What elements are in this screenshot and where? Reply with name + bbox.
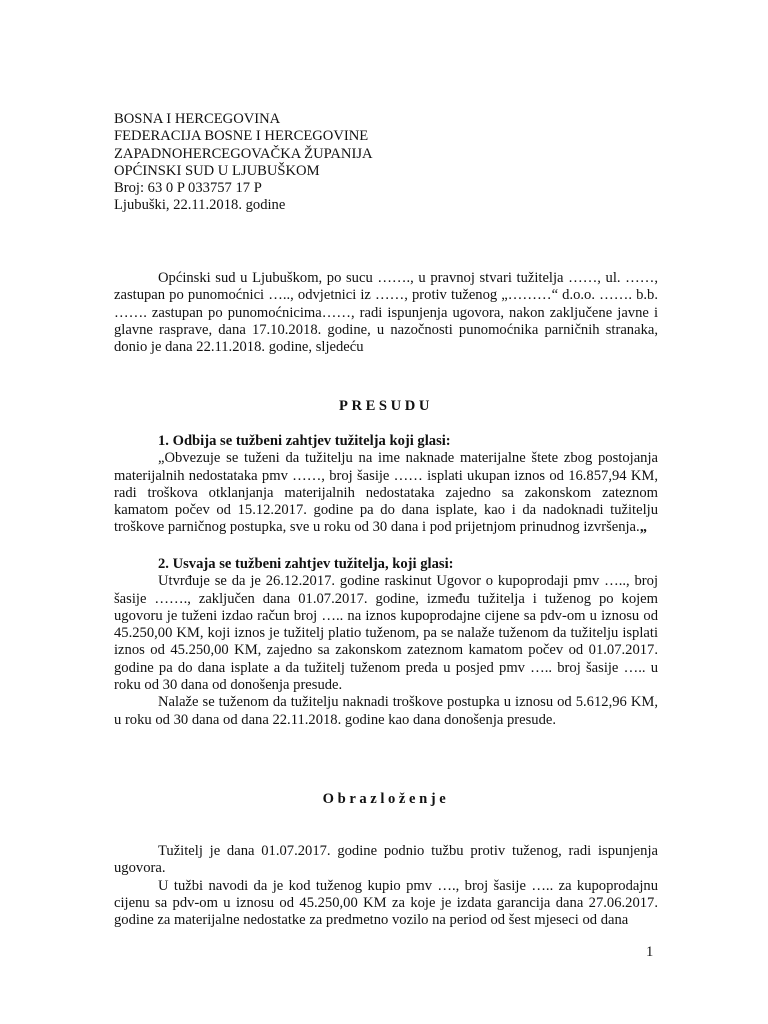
verdict-item-1 (114, 433, 658, 537)
reasoning-paragraph-2: U tužbi navodi da je kod tuženog kupio pmv …., broj šasije ….. za kupoprodajnu cijenu sa pdv-om u iznosu od 45.250,00 KM za koje je izdata garancija dana 27.06.2017. godine za materijalne nedostatke za predmetno vozilo na period od šest mjeseci od dana (114, 877, 658, 929)
intro-paragraph: Općinski sud u Ljubuškom, po sucu ……., u pravnoj stvari tužitelja ……, ul. ……, zastupan po punomoćnici ….., odvjetnici iz ……, protiv tuženog „………“ d.o.o. ……. b.b. ……. zastupan po punomoćnicima……, radi ispunjenja ugovora, nakon zaključene javne i glavne rasprave, dana 17.10.2018. godine, u nazočnosti punomoćnika parničnih stranaka, donio je dana 22.11.2018. godine, sljedeću (114, 270, 658, 356)
verdict-title: PRESUDU (338, 398, 434, 414)
header-line-canton: ZAPADNOHERCEGOVAČKA ŽUPANIJA (114, 145, 373, 162)
court-header (114, 111, 373, 215)
item-1-text (114, 450, 658, 536)
header-line-country: BOSNA I HERCEGOVINA (114, 111, 281, 127)
intro-paragraph-block (114, 270, 658, 356)
item-2-text: Utvrđuje se da je 26.12.2017. godine raskinut Ugovor o kupoprodaji pmv ….., broj šasije ……., zaključen dana 01.07.2017. godine, između tužitelja i tuženog po kojem ugovoru je tuženi izdao račun broj ….. na iznos kupoprodajne cijene sa pdv-om u iznosu od 45.250,00 KM, koji iznos je tužitelj platio tuženom, pa se nalaže tuženom da tužitelju isplati iznos od 45.250,00 KM, zajedno sa zakonskom zateznom kamatom počev od 01.07.2017. godine pa do dana isplate a da tužitelj tuženom preda u posjed pmv ….. broj šasije ….. u roku od 30 dana od donošenja presude. (114, 573, 658, 694)
page-number: 1 (646, 944, 654, 960)
case-number: Broj: 63 0 P 033757 17 P (114, 180, 262, 197)
verdict-item-2 (114, 556, 658, 729)
reasoning-block (114, 843, 658, 929)
reasoning-paragraph-1: Tužitelj je dana 01.07.2017. godine podnio tužbu protiv tuženog, radi ispunjenja ugovora. (114, 843, 658, 877)
item-1-quote-end: „ (639, 519, 647, 536)
header-line-court: OPĆINSKI SUD U LJUBUŠKOM (114, 162, 320, 179)
item-1-quote: „Obvezuje se tuženi da tužitelju na ime naknade materijalne štete zbog postojanja materijalnih nedostataka pmv ……, broj šasije …… isplati ukupan iznos od 16.857,94 KM, radi troškova otklanjanja materijalnih nedostataka zajedno sa zakonskom zateznom kamatom počev od 15.12.2017. godine pa do dana isplate, kao i da nadoknadi tužitelju troškove parničnog postupka, sve u roku od 30 dana i pod prijetnjom prinudnog izvršenja. (114, 450, 658, 536)
reasoning-title: Obrazloženje (322, 791, 450, 807)
document-date: Ljubuški, 22.11.2018. godine (114, 197, 286, 214)
item-2-heading: 2. Usvaja se tužbeni zahtjev tužitelja, koji glasi: (158, 556, 454, 572)
item-1-heading: 1. Odbija se tužbeni zahtjev tužitelja koji glasi: (158, 433, 451, 449)
item-2-costs: Nalaže se tuženom da tužitelju naknadi troškove postupka u iznosu od 5.612,96 KM, u roku od 30 dana od dana 22.11.2018. godine kao dana donošenja presude. (114, 694, 658, 728)
header-line-federation: FEDERACIJA BOSNE I HERCEGOVINE (114, 128, 369, 145)
